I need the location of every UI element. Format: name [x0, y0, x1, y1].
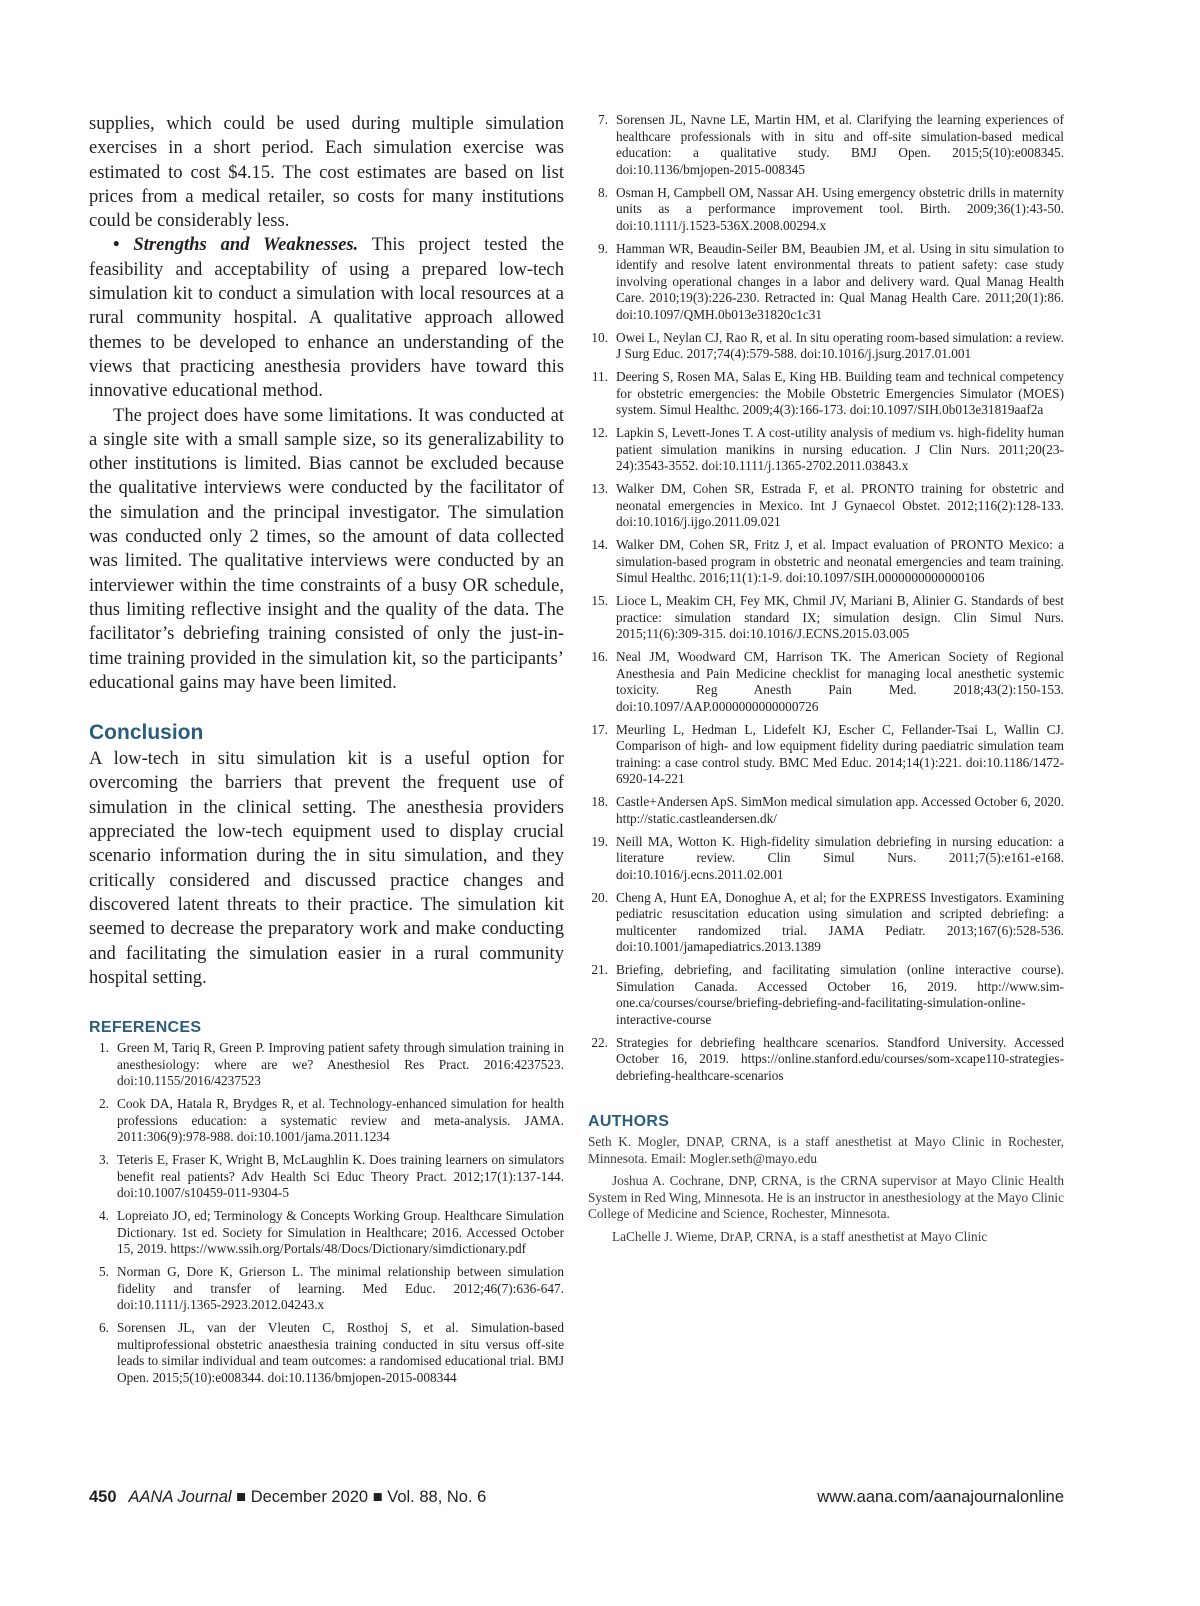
reference-number: 18.: [591, 794, 608, 809]
author-bio: Joshua A. Cochrane, DNP, CRNA, is the CRNA supervisor at Mayo Clinic Health System in Red Wing, Minnesota. He is an instructor in anesthesiology at the Mayo Clinic College of Medicine and Science, Rochester, Minnesota.: [588, 1173, 1064, 1221]
journal-url: www.aana.com/aanajournalonline: [817, 1488, 1064, 1506]
reference-text: Castle+Andersen ApS. SimMon medical simulation app. Accessed October 6, 2020. http://static.castleandersen.dk/: [616, 794, 1064, 826]
reference-number: 21.: [591, 962, 608, 977]
references-heading: REFERENCES: [89, 1019, 202, 1037]
reference-text: Cook DA, Hatala R, Brydges R, et al. Technology-enhanced simulation for health professions education: a systematic review and meta-analysis. JAMA. 2011:306(9):978-988. doi:10.1001/jama.2011.1234: [117, 1096, 564, 1145]
reference-number: 11.: [591, 369, 608, 384]
reference-item: [89, 1264, 564, 1314]
reference-text: Osman H, Campbell OM, Nassar AH. Using emergency obstetric drills in maternity units as a performance improvement tool. Birth. 2009;36(1):43-50. doi:10.1111/j.1523-536X.2008.00294.x: [616, 184, 1064, 233]
reference-item: [588, 241, 1064, 324]
reference-number: 16.: [591, 649, 608, 664]
strengths-paragraph: [89, 233, 564, 403]
reference-text: Strategies for debriefing healthcare scenarios. Standford University. Accessed October 16, 2019. https://online.stanford.edu/courses/som-xcape110-strategies-debriefing-healthcare-scenarios: [616, 1034, 1064, 1083]
reference-number: 2.: [99, 1096, 109, 1112]
reference-item: [588, 890, 1064, 956]
conclusion-paragraph: A low-tech in situ simulation kit is a useful option for overcoming the barriers that prevent the frequent use of simulation in the clinical setting. The anesthesia providers appreciated the low-tech equipment used to display crucial scenario information during the in situ simulation, and they critically considered and discussed practice changes and discovered latent threats to their practice. The simulation kit seemed to decrease the preparatory work and make conducting and facilitating the simulation easier in a rural community hospital setting.: [89, 748, 564, 988]
reference-item: [588, 962, 1064, 1028]
reference-number: 22.: [591, 1034, 608, 1050]
reference-item: [588, 185, 1064, 235]
reference-text: Hamman WR, Beaudin-Seiler BM, Beaubien JM, et al. Using in situ simulation to identify and resolve latent environmental threats to patient safety: case study involving operational changes in a labor and delivery ward. Qual Manag Health Care. 2010;19(3):226-230. Retracted in: Qual Manag Health Care. 2011;20(1):86. doi:10.1097/QMH.0b013e31820c1c31: [616, 240, 1064, 322]
body-paragraph: supplies, which could be used during multiple simulation exercises in a short period. Each simulation exercise was estimated to cost $4.15. The cost estimates are based on list prices from a medical retailer, so costs for many institutions could be considerably less.: [89, 113, 564, 232]
reference-number: 10.: [591, 329, 608, 345]
reference-item: [89, 1320, 564, 1386]
reference-item: [89, 1096, 564, 1146]
reference-item: [588, 834, 1064, 884]
reference-text: Teteris E, Fraser K, Wright B, McLaughlin K. Does training learners on simulators benefit real patients? Adv Health Sci Educ Theory Pract. 2012;17(1):137-144. doi:10.1007/s10459-011-9304-5: [117, 1152, 564, 1201]
conclusion-heading: Conclusion: [89, 721, 204, 745]
reference-item: [588, 794, 1064, 827]
reference-list: [89, 1040, 564, 1386]
author-bio: Seth K. Mogler, DNAP, CRNA, is a staff anesthetist at Mayo Clinic in Rochester, Minnesota. Email: Mogler.seth@mayo.edu: [588, 1134, 1064, 1166]
reference-item: [588, 481, 1064, 531]
reference-text: Sorensen JL, van der Vleuten C, Rosthoj S, et al. Simulation-based multiprofessional obstetric anaesthesia training conducted in situ versus off-site leads to similar individual and team outcomes: a randomised educational trial. BMJ Open. 2015;5(10):e008344. doi:10.1136/bmjopen-2015-008344: [117, 1320, 564, 1385]
reference-number: 1.: [99, 1040, 109, 1056]
reference-number: 9.: [598, 240, 608, 256]
reference-number: 7.: [598, 112, 608, 127]
reference-number: 15.: [591, 593, 608, 608]
reference-list-continued: [588, 112, 1064, 1084]
reference-item: [588, 537, 1064, 587]
reference-item: [89, 1208, 564, 1258]
reference-number: 20.: [591, 889, 608, 905]
reference-text: Meurling L, Hedman L, Lidefelt KJ, Escher C, Fellander-Tsai L, Wallin CJ. Comparison of high- and low equipment fidelity during paediatric simulation team training: a case control study. BMC Med Educ. 2014;14(1):221. doi:10.1186/1472-6920-14-221: [616, 721, 1064, 786]
issue-info: ■ December 2020 ■ Vol. 88, No. 6: [236, 1488, 487, 1506]
reference-number: 6.: [99, 1320, 109, 1336]
author-bio: LaChelle J. Wieme, DrAP, CRNA, is a staff anesthetist at Mayo Clinic: [612, 1228, 988, 1244]
reference-item: [588, 649, 1064, 715]
page-footer: [89, 1488, 1064, 1512]
reference-item: [588, 425, 1064, 475]
reference-text: Owei L, Neylan CJ, Rao R, et al. In situ operating room-based simulation: a review. J Surg Educ. 2017;74(4):579-588. doi:10.1016/j.jsurg.2017.01.001: [616, 329, 1064, 361]
reference-text: Norman G, Dore K, Grierson L. The minimal relationship between simulation fidelity and transfer of learning. Med Educ. 2012;46(7):636-647. doi:10.1111/j.1365-2923.2012.04243.x: [117, 1264, 564, 1313]
reference-number: 3.: [99, 1152, 109, 1168]
reference-number: 12.: [591, 425, 608, 440]
reference-text: Sorensen JL, Navne LE, Martin HM, et al. Clarifying the learning experiences of healthcare professionals with in situ and off-site simulation-based medical education: a qualitative study. BMJ Open. 2015;5(10):e008345. doi:10.1136/bmjopen-2015-008345: [616, 112, 1064, 177]
bullet: •: [113, 234, 120, 256]
authors-heading: AUTHORS: [588, 1113, 670, 1130]
limitations-paragraph: The project does have some limitations. It was conducted at a single site with a small sample size, so its generalizability to other institutions is limited. Bias cannot be excluded because the qualitative interviews were conducted by the facilitator of the simulation and the principal investigator. The simulation was conducted only 2 times, so the amount of data collected was limited. The qualitative interviews were conducted by an interviewer within the time constraints of a busy OR schedule, thus limiting reflective insight and the quality of the data. The facilitator’s debriefing training consisted of only the just-in-time training provided in the simulation kit, so the participants’ educational gains may have been limited.: [89, 404, 564, 693]
reference-item: [588, 369, 1064, 419]
reference-number: 13.: [591, 481, 608, 496]
reference-text: Lioce L, Meakim CH, Fey MK, Chmil JV, Mariani B, Alinier G. Standards of best practice: simulation standard IX; simulation design. Clin Simul Nurs. 2015;11(6):309-315. doi:10.1016/J.ECNS.2015.03.005: [616, 593, 1064, 641]
right-column: [588, 112, 1064, 1251]
reference-text: Deering S, Rosen MA, Salas E, King HB. Building team and technical competency for obstetric emergencies: the Mobile Obstetric Emergencies Simulator (MOES) system. Simul Healthc. 2009;4(3):166-173. doi:10.1097/SIH.0b013e31819aaf2a: [616, 369, 1064, 417]
reference-text: Lapkin S, Levett-Jones T. A cost-utility analysis of medium vs. high-fidelity human patient simulation manikins in nursing education. J Clin Nurs. 2011;20(23-24):3543-3552. doi:10.1111/j.1365-2702.2011.03843.x: [616, 425, 1064, 473]
reference-text: Lopreiato JO, ed; Terminology & Concepts Working Group. Healthcare Simulation Dictionary. 1st ed. Society for Simulation in Healthcare; 2016. Accessed October 15, 2019. https://www.ssih.org/Portals/48/Docs/Dictionary/simdictionary.pdf: [117, 1208, 564, 1257]
reference-number: 8.: [598, 184, 608, 200]
reference-text: Briefing, debriefing, and facilitating simulation (online interactive course). Simulation Canada. Accessed October 16, 2019. http://www.sim-one.ca/courses/course/briefing-debriefing-and-facilitating-simulation-online-interactive-course: [616, 962, 1064, 1027]
reference-number: 19.: [591, 833, 608, 849]
strengths-text: This project tested the feasibility and acceptability of using a prepared low-tech simulation kit to conduct a simulation with local resources at a rural community hospital. A qualitative approach allowed themes to be developed to enhance an understanding of the views that practicing anesthesia providers have toward this innovative educational method.: [89, 234, 564, 402]
reference-text: Neill MA, Wotton K. High-fidelity simulation debriefing in nursing education: a literature review. Clin Simul Nurs. 2011;7(5):e161-e168. doi:10.1016/j.ecns.2011.02.001: [616, 833, 1064, 882]
reference-number: 4.: [99, 1208, 109, 1224]
reference-text: Walker DM, Cohen SR, Fritz J, et al. Impact evaluation of PRONTO Mexico: a simulation-based program in obstetric and neonatal emergencies and team training. Simul Healthc. 2016;11(1):1-9. doi:10.1097/SIH.0000000000000106: [616, 537, 1064, 585]
reference-item: [89, 1152, 564, 1202]
footer-citation: [89, 1488, 486, 1507]
reference-item: [588, 1035, 1064, 1085]
reference-text: Green M, Tariq R, Green P. Improving patient safety through simulation training in anesthesiology: where are we? Anesthesiol Res Pract. 2016:4237523. doi:10.1155/2016/4237523: [117, 1040, 564, 1089]
page-number: 450: [89, 1488, 117, 1506]
reference-text: Walker DM, Cohen SR, Estrada F, et al. PRONTO training for obstetric and neonatal emergencies in Mexico. Int J Gynaecol Obstet. 2012;116(2):128-133. doi:10.1016/j.ijgo.2011.09.021: [616, 481, 1064, 529]
journal-name: AANA Journal: [128, 1488, 232, 1506]
left-column: [89, 112, 564, 1393]
reference-item: [588, 330, 1064, 363]
reference-text: Cheng A, Hunt EA, Donoghue A, et al; for the EXPRESS Investigators. Examining pediatric resuscitation education using simulation and scripted debriefing: a multicenter randomized trial. JAMA Pediatr. 2013;167(6):528-536. doi:10.1001/jamapediatrics.2013.1389: [616, 889, 1064, 954]
reference-item: [588, 593, 1064, 643]
reference-item: [588, 722, 1064, 788]
reference-item: [89, 1040, 564, 1090]
reference-number: 14.: [591, 537, 608, 552]
reference-number: 17.: [591, 721, 608, 737]
reference-text: Neal JM, Woodward CM, Harrison TK. The American Society of Regional Anesthesia and Pain Medicine checklist for managing local anesthetic systemic toxicity. Reg Anesth Pain Med. 2018;43(2):150-153. doi:10.1097/AAP.0000000000000726: [616, 649, 1064, 714]
reference-number: 5.: [99, 1264, 109, 1280]
runin-heading: Strengths and Weaknesses.: [133, 234, 359, 256]
reference-item: [588, 112, 1064, 178]
